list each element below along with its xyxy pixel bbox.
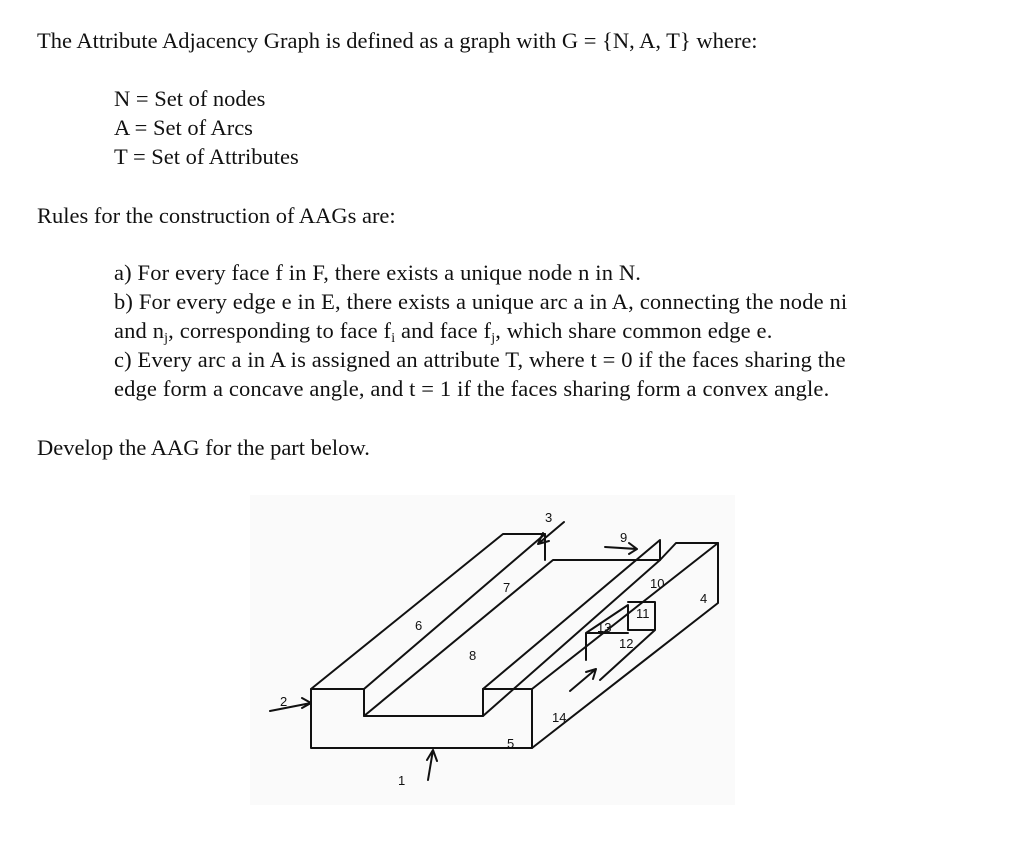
part-figure (240, 490, 740, 810)
face-label-3: 3 (545, 510, 553, 525)
face-label-9: 9 (620, 530, 628, 545)
face-label-10: 10 (650, 576, 665, 591)
rule-a: a) For every face f in F, there exists a unique node n in N. (114, 260, 642, 285)
definition-n: N = Set of nodes (114, 86, 266, 111)
face-label-1: 1 (398, 773, 406, 788)
face-label-7: 7 (503, 580, 511, 595)
face-label-13: 13 (597, 620, 612, 635)
face-label-11: 11 (636, 606, 650, 621)
rule-b-text: , which share common edge e. (495, 318, 773, 343)
rule-c-line1: c) Every arc a in A is assigned an attribute T, where t = 0 if the faces sharing the (114, 347, 846, 372)
face-label-5: 5 (507, 736, 515, 751)
subscript-j: j (164, 331, 169, 347)
face-label-12: 12 (619, 636, 634, 651)
subscript-i: i (391, 331, 396, 347)
rule-b-line2 (114, 318, 773, 347)
definition-t: T = Set of Attributes (114, 144, 299, 169)
face-label-8: 8 (469, 648, 477, 663)
rule-b-text: and face f (395, 318, 492, 343)
definition-a: A = Set of Arcs (114, 115, 253, 140)
face-label-6: 6 (415, 618, 423, 633)
intro-text: The Attribute Adjacency Graph is defined as a graph with G = {N, A, T} where: (37, 28, 758, 53)
rules-heading: Rules for the construction of AAGs are: (37, 203, 396, 228)
rule-b-text: , corresponding to face f (168, 318, 392, 343)
face-label-14: 14 (552, 710, 567, 725)
rule-c-line2: edge form a concave angle, and t = 1 if the faces sharing form a convex angle. (114, 376, 830, 401)
face-label-2: 2 (280, 694, 288, 709)
develop-prompt: Develop the AAG for the part below. (37, 435, 370, 460)
rule-b-text: and n (114, 318, 165, 343)
rule-b-line1: b) For every edge e in E, there exists a unique arc a in A, connecting the node ni (114, 289, 848, 314)
face-label-4: 4 (700, 591, 708, 606)
subscript-j: j (491, 331, 496, 347)
